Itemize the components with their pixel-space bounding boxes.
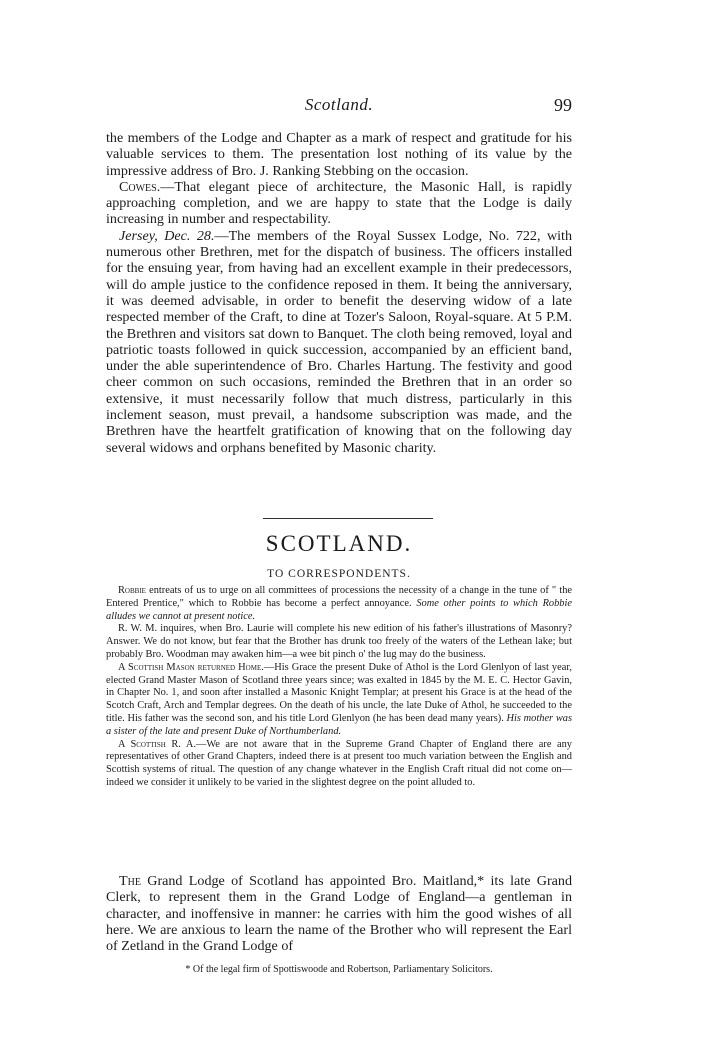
paragraph-text: —That elegant piece of architecture, the Masonic Hall, is rapidly approaching completion, and we are happy to state that the Lodge is daily increasing in number and respectability. [106,178,572,228]
correspondent-note [106,662,572,739]
note-text: entreats of us to urge on all committees of processions the necessity of a change in the tune of " the Entered Prentice," which to Robbie has become a perfect annoyance. [106,585,572,609]
correspondent-note [106,585,572,623]
correspondent-note [106,623,572,661]
paragraph-presentation [106,130,572,179]
note-text: inquires, when Bro. Laurie will complete his new edition of his father's illustrations of Masonry? Answer. We do not know, but fear that the Brother has drunk too freely of the waters of the Lethean lake; but probably Bro. Woodman may awaken him—a wee bit pinch o' the lug may do the business. [106,623,572,660]
top-text-block [106,130,572,456]
paragraph-cowes [106,179,572,228]
closing-text-block [106,873,572,954]
note-lead: A Scottish Mason returned Home. [118,661,264,673]
paragraph-lead: Jersey, Dec. 28. [119,227,215,244]
section-divider [263,518,433,519]
paragraph-lead: Cowes. [119,178,161,195]
section-title: SCOTLAND. [265,531,413,556]
note-lead: Robbie [118,585,146,596]
note-lead: A Scottish R. A. [118,738,196,750]
footnote: * Of the legal firm of Spottiswoode and Robertson, Parliamentary Solicitors. [185,964,493,975]
note-italic-text: Some other points to which Robbie alludes we cannot at present notice. [106,597,572,622]
correspondent-note [106,739,572,790]
note-lead: R. W. M. [118,623,158,635]
note-italic-text: His mother was a sister of the late and present Duke of Northumberland. [106,712,572,737]
running-head [106,95,572,119]
page-number: 99 [554,95,572,115]
paragraph-lead: The [119,873,141,889]
paragraph-text: the members of the Lodge and Chapter as a mark of respect and gratitude for his valuable services to them. The presentation lost nothing of its value by the impressive address of Bro. J. Ranking Stebbing on the occasion. [106,130,572,179]
correspondents-block [106,585,572,790]
section-subtitle: TO CORRESPONDENTS. [267,568,411,580]
note-text: —We are not aware that in the Supreme Grand Chapter of England there are any representatives of other Grand Chapters, indeed there is at present too much variation between the English and Scottish systems of ritual. The question of any change whatever in the English Craft ritual did not come on—indeed we consider it unlikely to be varied in the slightest degree on the point alluded to. [106,738,572,788]
paragraph-grand-lodge [106,873,572,954]
paragraph-text: Grand Lodge of Scotland has appointed Bro. Maitland,* its late Grand Clerk, to represent them in the Grand Lodge of England—a gentleman in character, and inoffensive in manner: he carries with him the good wishes of all here. We are anxious to learn the name of the Brother who will represent the Earl of Zetland in the Grand Lodge of [106,873,572,955]
paragraph-jersey [106,228,572,456]
running-head-title: Scotland. [304,95,374,114]
paragraph-text: —The members of the Royal Sussex Lodge, No. 722, with numerous other Brethren, met for the dispatch of business. The officers installed for the ensuing year, from having had an excellent example in their predecessors, will do ample justice to the confidence reposed in them. It being the anniversary, it was deemed advisable, in order to benefit the deserving widow of a late respected member of the Craft, to dine at Tozer's Saloon, Royal-square. At 5 P.M. the Brethren and visitors sat down to Banquet. The cloth being removed, loyal and patriotic toasts followed in quick succession, accompanied by an efficient band, under the able superintendence of Bro. Charles Hartung. The festivity and good cheer common on such occasions, reminded the Brethren that in an order so extensive, it must necessarily follow that much distress, particularly in this inclement season, must prevail, a handsome subscription was made, and the Brethren have the heartfelt gratification of knowing that on the following day several widows and orphans benefited by Masonic charity. [106,227,573,456]
note-text: —His Grace the present Duke of Athol is the Lord Glenlyon of last year, elected Grand Master Mason of Scotland three years since; was exalted in 1845 by the M. E. C. Hector Gavin, in Chapter No. 1, and soon after installed a Masonic Knight Templar; at present his Grace is at the head of the Scotch Craft, Arch and Templar degrees. On the death of his uncle, the late Duke of Athol, he succeeded to the title. His father was the second son, and his title Lord Glenlyon (he has been dead many years). [106,661,572,724]
